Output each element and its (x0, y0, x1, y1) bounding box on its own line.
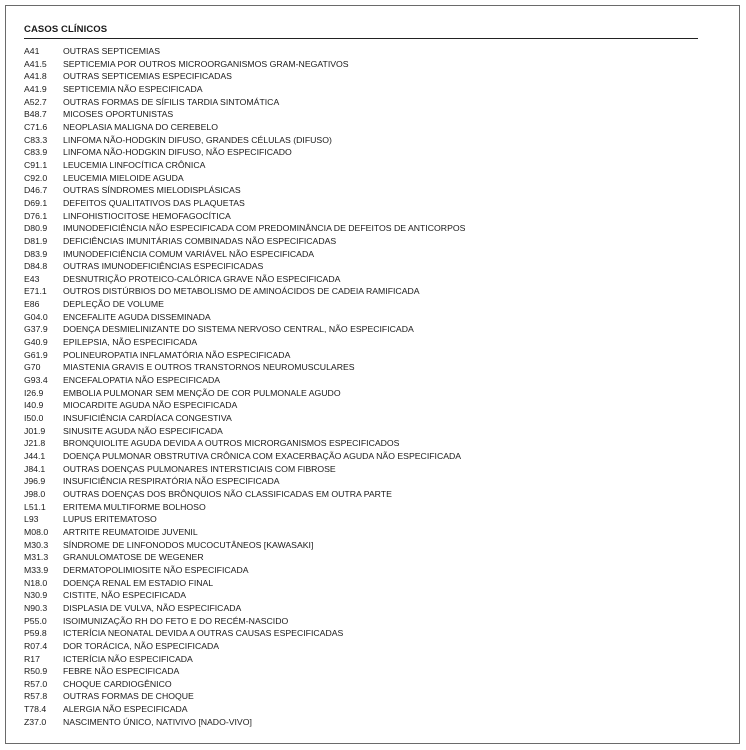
entry-description: NEOPLASIA MALIGNA DO CEREBELO (63, 121, 218, 132)
entry-code: G40.9 (24, 337, 48, 348)
entry-description: EMBOLIA PULMONAR SEM MENÇÃO DE COR PULMONALE AGUDO (63, 387, 341, 398)
entry-description: IMUNODEFICIÊNCIA COMUM VARIÁVEL NÃO ESPECIFICADA (63, 248, 315, 259)
entry-description: DESNUTRIÇÃO PROTEICO-CALÓRICA GRAVE NÃO ESPECIFICADA (63, 273, 341, 284)
entry-description: OUTRAS SEPTICEMIAS (63, 46, 161, 56)
list-item (24, 412, 704, 425)
entry-code: C91.1 (24, 159, 48, 170)
entry-code: A41.9 (24, 83, 47, 94)
entry-code: G70 (24, 362, 41, 373)
entry-code: M08.0 (24, 526, 49, 537)
entry-description: OUTRAS DOENÇAS PULMONARES INTERSTICIAIS COM FIBROSE (63, 463, 336, 474)
entry-code: J98.0 (24, 488, 46, 499)
entry-description: IMUNODEFICIÊNCIA NÃO ESPECIFICADA COM PREDOMINÂNCIA DE DEFEITOS DE ANTICORPOS (63, 223, 466, 234)
entry-code: J21.8 (24, 438, 46, 449)
entry-description: DERMATOPOLIMIOSITE NÃO ESPECIFICADA (63, 564, 249, 575)
entry-code: N30.9 (24, 590, 48, 601)
list-item (24, 513, 704, 526)
entry-code: D81.9 (24, 235, 48, 246)
entry-code: G93.4 (24, 375, 48, 386)
list-item (24, 425, 704, 438)
entry-description: CHOQUE CARDIOGÊNICO (63, 678, 172, 689)
entry-description: ALERGIA NÃO ESPECIFICADA (63, 704, 188, 715)
entry-code: M33.9 (24, 564, 49, 575)
entry-code: M30.3 (24, 539, 49, 550)
list-item (24, 678, 704, 691)
entry-description: SEPTICEMIA NÃO ESPECIFICADA (63, 83, 203, 94)
list-item (24, 615, 704, 628)
list-item (24, 273, 704, 286)
entry-code: C83.3 (24, 134, 48, 145)
list-item (24, 653, 704, 666)
list-item (24, 539, 704, 552)
list-item (24, 627, 704, 640)
entry-description: OUTROS DISTÚRBIOS DO METABOLISMO DE AMINOÁCIDOS DE CADEIA RAMIFICADA (63, 286, 420, 297)
entry-code: J01.9 (24, 425, 46, 436)
document-title: CASOS CLÍNICOS (24, 24, 108, 35)
entry-description: MICOSES OPORTUNISTAS (63, 109, 174, 120)
list-item (24, 235, 704, 248)
entry-description: ICTERÍCIA NÃO ESPECIFICADA (63, 653, 193, 664)
entry-code: J84.1 (24, 463, 46, 474)
entry-description: POLINEUROPATIA INFLAMATÓRIA NÃO ESPECIFICADA (63, 349, 291, 360)
entry-description: OUTRAS DOENÇAS DOS BRÔNQUIOS NÃO CLASSIFICADAS EM OUTRA PARTE (63, 488, 392, 499)
entry-code: J96.9 (24, 476, 46, 487)
entry-description: DOR TORÁCICA, NÃO ESPECIFICADA (63, 640, 220, 651)
entry-description: LINFOHISTIOCITOSE HEMOFAGOCÍTICA (63, 210, 231, 221)
entry-code: J44.1 (24, 451, 46, 461)
entry-description: FEBRE NÃO ESPECIFICADA (63, 666, 180, 677)
list-item (24, 526, 704, 539)
entry-description: EPILEPSIA, NÃO ESPECIFICADA (63, 337, 198, 348)
list-item (24, 96, 704, 109)
entry-code: C71.6 (24, 121, 48, 132)
list-item (24, 222, 704, 235)
entry-code: D83.9 (24, 248, 48, 259)
entry-code: E86 (24, 299, 40, 310)
entry-code: G04.0 (24, 311, 48, 322)
entry-code: N18.0 (24, 577, 48, 588)
entry-code: P55.0 (24, 615, 47, 626)
list-item (24, 437, 704, 450)
entry-description: LINFOMA NÃO-HODGKIN DIFUSO, NÃO ESPECIFICADO (63, 147, 292, 158)
list-item (24, 159, 704, 172)
entry-description: DOENÇA PULMONAR OBSTRUTIVA CRÔNICA COM EXACERBAÇÃO AGUDA NÃO ESPECIFICADA (63, 451, 462, 461)
entry-description: OUTRAS SÍNDROMES MIELODISPLÁSICAS (63, 185, 241, 196)
entry-description: OUTRAS FORMAS DE CHOQUE (63, 691, 194, 702)
entry-description: ERITEMA MULTIFORME BOLHOSO (63, 501, 206, 512)
list-item (24, 399, 704, 412)
list-item (24, 172, 704, 185)
entry-code: M31.3 (24, 552, 49, 563)
list-item (24, 108, 704, 121)
list-item (24, 58, 704, 71)
list-item (24, 146, 704, 159)
entry-code: N90.3 (24, 602, 48, 613)
list-item (24, 589, 704, 602)
entry-description: MIASTENIA GRAVIS E OUTROS TRANSTORNOS NEUROMUSCULARES (63, 362, 355, 373)
entry-description: OUTRAS FORMAS DE SÍFILIS TARDIA SINTOMÁTICA (63, 96, 280, 107)
entry-code: B48.7 (24, 109, 47, 120)
entry-code: A41 (24, 46, 40, 56)
entry-code: A52.7 (24, 96, 47, 107)
entry-code: D46.7 (24, 185, 48, 196)
entry-description: DEFEITOS QUALITATIVOS DAS PLAQUETAS (63, 197, 245, 208)
entry-code: R57.0 (24, 678, 48, 689)
list-item (24, 361, 704, 374)
entry-code: E43 (24, 273, 40, 284)
list-item (24, 285, 704, 298)
entry-code: C83.9 (24, 147, 48, 158)
entry-code: L51.1 (24, 501, 46, 512)
list-item (24, 564, 704, 577)
entry-code: A41.8 (24, 71, 47, 82)
list-item (24, 349, 704, 362)
list-item (24, 463, 704, 476)
entry-code: I50.0 (24, 413, 44, 424)
entry-description: ENCEFALITE AGUDA DISSEMINADA (63, 311, 211, 322)
list-item (24, 488, 704, 501)
entry-description: GRANULOMATOSE DE WEGENER (63, 552, 204, 563)
entry-code: G37.9 (24, 324, 48, 335)
list-item (24, 45, 704, 58)
list-item (24, 121, 704, 134)
entry-description: CISTITE, NÃO ESPECIFICADA (63, 590, 187, 601)
list-item (24, 703, 704, 716)
entry-description: DOENÇA RENAL EM ESTADIO FINAL (63, 577, 214, 588)
entry-description: LEUCEMIA MIELOIDE AGUDA (63, 172, 184, 183)
entry-description: DOENÇA DESMIELINIZANTE DO SISTEMA NERVOSO CENTRAL, NÃO ESPECIFICADA (63, 324, 414, 335)
entry-code: D69.1 (24, 197, 48, 208)
list-item (24, 260, 704, 273)
list-item (24, 184, 704, 197)
entry-description: LINFOMA NÃO-HODGKIN DIFUSO, GRANDES CÉLULAS (DIFUSO) (63, 134, 332, 145)
entry-description: SEPTICEMIA POR OUTROS MICROORGANISMOS GRAM-NEGATIVOS (63, 58, 349, 69)
entry-description: LEUCEMIA LINFOCÍTICA CRÔNICA (63, 159, 206, 170)
entry-description: ARTRITE REUMATOIDE JUVENIL (63, 526, 198, 537)
list-item (24, 475, 704, 488)
entry-description: OUTRAS IMUNODEFICIÊNCIAS ESPECIFICADAS (63, 261, 264, 272)
entry-description: LUPUS ERITEMATOSO (63, 514, 157, 525)
entry-description: SINUSITE AGUDA NÃO ESPECIFICADA (63, 425, 223, 436)
list-item (24, 210, 704, 223)
entry-code: L93 (24, 514, 39, 525)
list-item (24, 311, 704, 324)
entry-code: P59.8 (24, 628, 47, 639)
list-item (24, 323, 704, 336)
list-item (24, 134, 704, 147)
list-item (24, 450, 704, 463)
entry-code: I26.9 (24, 387, 44, 398)
entry-code: C92.0 (24, 172, 48, 183)
list-item (24, 690, 704, 703)
entry-description: INSUFICIÊNCIA CARDÍACA CONGESTIVA (63, 413, 232, 424)
entry-description: DISPLASIA DE VULVA, NÃO ESPECIFICADA (63, 602, 242, 613)
list-item (24, 387, 704, 400)
entry-description: SÍNDROME DE LINFONODOS MUCOCUTÂNEOS [KAWASAKI] (63, 539, 314, 550)
entry-code: D84.8 (24, 261, 48, 272)
entry-code: E71.1 (24, 286, 47, 297)
list-item (24, 70, 704, 83)
entry-description: ISOIMUNIZAÇÃO RH DO FETO E DO RECÉM-NASCIDO (63, 615, 289, 626)
code-list (24, 45, 704, 728)
entry-code: D80.9 (24, 223, 48, 234)
list-item (24, 248, 704, 261)
entry-code: G61.9 (24, 349, 48, 360)
entry-description: MIOCARDITE AGUDA NÃO ESPECIFICADA (63, 400, 238, 411)
entry-code: R07.4 (24, 640, 48, 651)
entry-code: R17 (24, 653, 40, 664)
list-item (24, 83, 704, 96)
entry-code: A41.5 (24, 58, 47, 69)
list-item (24, 665, 704, 678)
entry-description: DEPLEÇÃO DE VOLUME (63, 299, 164, 310)
list-item (24, 551, 704, 564)
list-item (24, 716, 704, 729)
entry-code: T78.4 (24, 704, 47, 715)
entry-code: D76.1 (24, 210, 48, 221)
entry-description: INSUFICIÊNCIA RESPIRATÓRIA NÃO ESPECIFICADA (63, 476, 280, 487)
entry-description: BRONQUIOLITE AGUDA DEVIDA A OUTROS MICRORGANISMOS ESPECIFICADOS (63, 438, 400, 449)
entry-description: DEFICIÊNCIAS IMUNITÁRIAS COMBINADAS NÃO ESPECIFICADAS (63, 235, 337, 246)
entry-description: NASCIMENTO ÚNICO, NATIVIVO [NADO-VIVO] (63, 716, 252, 727)
list-item (24, 336, 704, 349)
list-item (24, 577, 704, 590)
list-item (24, 197, 704, 210)
list-item (24, 501, 704, 514)
entry-code: R57.8 (24, 691, 48, 702)
list-item (24, 298, 704, 311)
document-header (24, 24, 698, 39)
entry-code: R50.9 (24, 666, 48, 677)
entry-code: I40.9 (24, 400, 44, 411)
entry-description: ENCEFALOPATIA NÃO ESPECIFICADA (63, 375, 221, 386)
list-item (24, 602, 704, 615)
entry-description: OUTRAS SEPTICEMIAS ESPECIFICADAS (63, 71, 232, 82)
entry-description: ICTERÍCIA NEONATAL DEVIDA A OUTRAS CAUSAS ESPECIFICADAS (63, 628, 344, 639)
list-item (24, 640, 704, 653)
list-item (24, 374, 704, 387)
entry-code: Z37.0 (24, 716, 47, 727)
